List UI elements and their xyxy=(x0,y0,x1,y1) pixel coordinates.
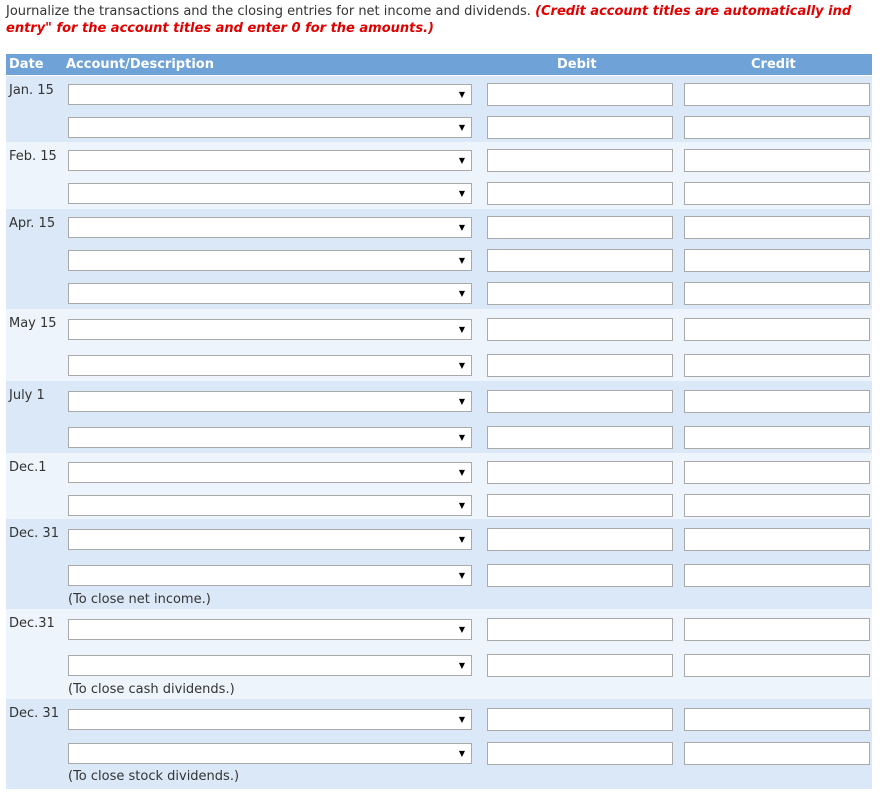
table-header xyxy=(6,54,872,75)
account-select[interactable] xyxy=(68,217,472,238)
account-select[interactable] xyxy=(68,619,472,640)
account-select[interactable] xyxy=(68,183,472,204)
account-select[interactable] xyxy=(68,355,472,376)
dropdown-arrow-icon: ▼ xyxy=(458,156,465,165)
credit-input[interactable] xyxy=(684,461,870,484)
credit-input[interactable] xyxy=(684,116,870,139)
entry-date: Feb. 15 xyxy=(9,149,57,164)
credit-input[interactable] xyxy=(684,282,870,305)
debit-input[interactable] xyxy=(487,149,673,172)
dropdown-arrow-icon: ▼ xyxy=(458,256,465,265)
debit-input[interactable] xyxy=(487,708,673,731)
dropdown-arrow-icon: ▼ xyxy=(458,397,465,406)
dropdown-arrow-icon: ▼ xyxy=(458,535,465,544)
debit-input[interactable] xyxy=(487,216,673,239)
debit-input[interactable] xyxy=(487,494,673,517)
account-select[interactable] xyxy=(68,427,472,448)
dropdown-arrow-icon: ▼ xyxy=(458,189,465,198)
journal-entry-group xyxy=(6,381,872,453)
debit-input[interactable] xyxy=(487,618,673,641)
credit-input[interactable] xyxy=(684,528,870,551)
debit-input[interactable] xyxy=(487,564,673,587)
journal-entry-group xyxy=(6,519,872,609)
account-select[interactable] xyxy=(68,529,472,550)
account-select[interactable] xyxy=(68,250,472,271)
entry-date: May 15 xyxy=(9,316,57,331)
credit-input[interactable] xyxy=(684,318,870,341)
dropdown-arrow-icon: ▼ xyxy=(458,715,465,724)
debit-input[interactable] xyxy=(487,116,673,139)
dropdown-arrow-icon: ▼ xyxy=(458,90,465,99)
header-date: Date xyxy=(9,57,44,72)
entry-date: Jan. 15 xyxy=(9,83,54,98)
header-debit: Debit xyxy=(557,57,597,72)
entry-date: Dec. 31 xyxy=(9,526,59,541)
instructions-note: (Credit account titles are automatically ind xyxy=(535,4,852,19)
credit-input[interactable] xyxy=(684,426,870,449)
credit-input[interactable] xyxy=(684,182,870,205)
instructions-note-continued: entry" for the account titles and enter 0 for the amounts.) xyxy=(6,21,434,36)
debit-input[interactable] xyxy=(487,426,673,449)
dropdown-arrow-icon: ▼ xyxy=(458,433,465,442)
account-select[interactable] xyxy=(68,391,472,412)
journal-entry-group xyxy=(6,209,872,309)
instructions xyxy=(6,3,896,37)
journal-entry-group xyxy=(6,142,872,209)
instructions-text: Journalize the transactions and the closing entries for net income and dividends. xyxy=(6,4,531,19)
credit-input[interactable] xyxy=(684,354,870,377)
dropdown-arrow-icon: ▼ xyxy=(458,223,465,232)
debit-input[interactable] xyxy=(487,390,673,413)
entry-date: Dec.1 xyxy=(9,460,47,475)
credit-input[interactable] xyxy=(684,494,870,517)
credit-input[interactable] xyxy=(684,742,870,765)
debit-input[interactable] xyxy=(487,182,673,205)
account-select[interactable] xyxy=(68,743,472,764)
account-select[interactable] xyxy=(68,495,472,516)
debit-input[interactable] xyxy=(487,354,673,377)
debit-input[interactable] xyxy=(487,249,673,272)
journal-entry-group xyxy=(6,309,872,381)
credit-input[interactable] xyxy=(684,390,870,413)
account-select[interactable] xyxy=(68,709,472,730)
journal-entry-group xyxy=(6,453,872,519)
entry-date: July 1 xyxy=(9,388,45,403)
header-account: Account/Description xyxy=(66,57,214,72)
dropdown-arrow-icon: ▼ xyxy=(458,468,465,477)
entry-date: Dec. 31 xyxy=(9,706,59,721)
debit-input[interactable] xyxy=(487,654,673,677)
account-select[interactable] xyxy=(68,150,472,171)
credit-input[interactable] xyxy=(684,654,870,677)
credit-input[interactable] xyxy=(684,249,870,272)
dropdown-arrow-icon: ▼ xyxy=(458,501,465,510)
dropdown-arrow-icon: ▼ xyxy=(458,289,465,298)
entry-date: Dec.31 xyxy=(9,616,55,631)
debit-input[interactable] xyxy=(487,528,673,551)
header-credit: Credit xyxy=(751,57,796,72)
dropdown-arrow-icon: ▼ xyxy=(458,123,465,132)
journal-entry-group xyxy=(6,76,872,142)
account-select[interactable] xyxy=(68,565,472,586)
debit-input[interactable] xyxy=(487,282,673,305)
account-select[interactable] xyxy=(68,117,472,138)
entry-memo: (To close cash dividends.) xyxy=(68,682,235,697)
credit-input[interactable] xyxy=(684,83,870,106)
account-select[interactable] xyxy=(68,462,472,483)
credit-input[interactable] xyxy=(684,564,870,587)
credit-input[interactable] xyxy=(684,149,870,172)
dropdown-arrow-icon: ▼ xyxy=(458,361,465,370)
debit-input[interactable] xyxy=(487,742,673,765)
dropdown-arrow-icon: ▼ xyxy=(458,325,465,334)
account-select[interactable] xyxy=(68,655,472,676)
dropdown-arrow-icon: ▼ xyxy=(458,661,465,670)
dropdown-arrow-icon: ▼ xyxy=(458,625,465,634)
dropdown-arrow-icon: ▼ xyxy=(458,571,465,580)
entry-memo: (To close net income.) xyxy=(68,592,211,607)
entry-memo: (To close stock dividends.) xyxy=(68,769,240,784)
credit-input[interactable] xyxy=(684,618,870,641)
credit-input[interactable] xyxy=(684,216,870,239)
dropdown-arrow-icon: ▼ xyxy=(458,749,465,758)
credit-input[interactable] xyxy=(684,708,870,731)
account-select[interactable] xyxy=(68,319,472,340)
debit-input[interactable] xyxy=(487,461,673,484)
debit-input[interactable] xyxy=(487,318,673,341)
account-select[interactable] xyxy=(68,283,472,304)
entry-date: Apr. 15 xyxy=(9,216,56,231)
journal-entry-group xyxy=(6,609,872,699)
account-select[interactable] xyxy=(68,84,472,105)
journal-entry-group xyxy=(6,699,872,789)
debit-input[interactable] xyxy=(487,83,673,106)
